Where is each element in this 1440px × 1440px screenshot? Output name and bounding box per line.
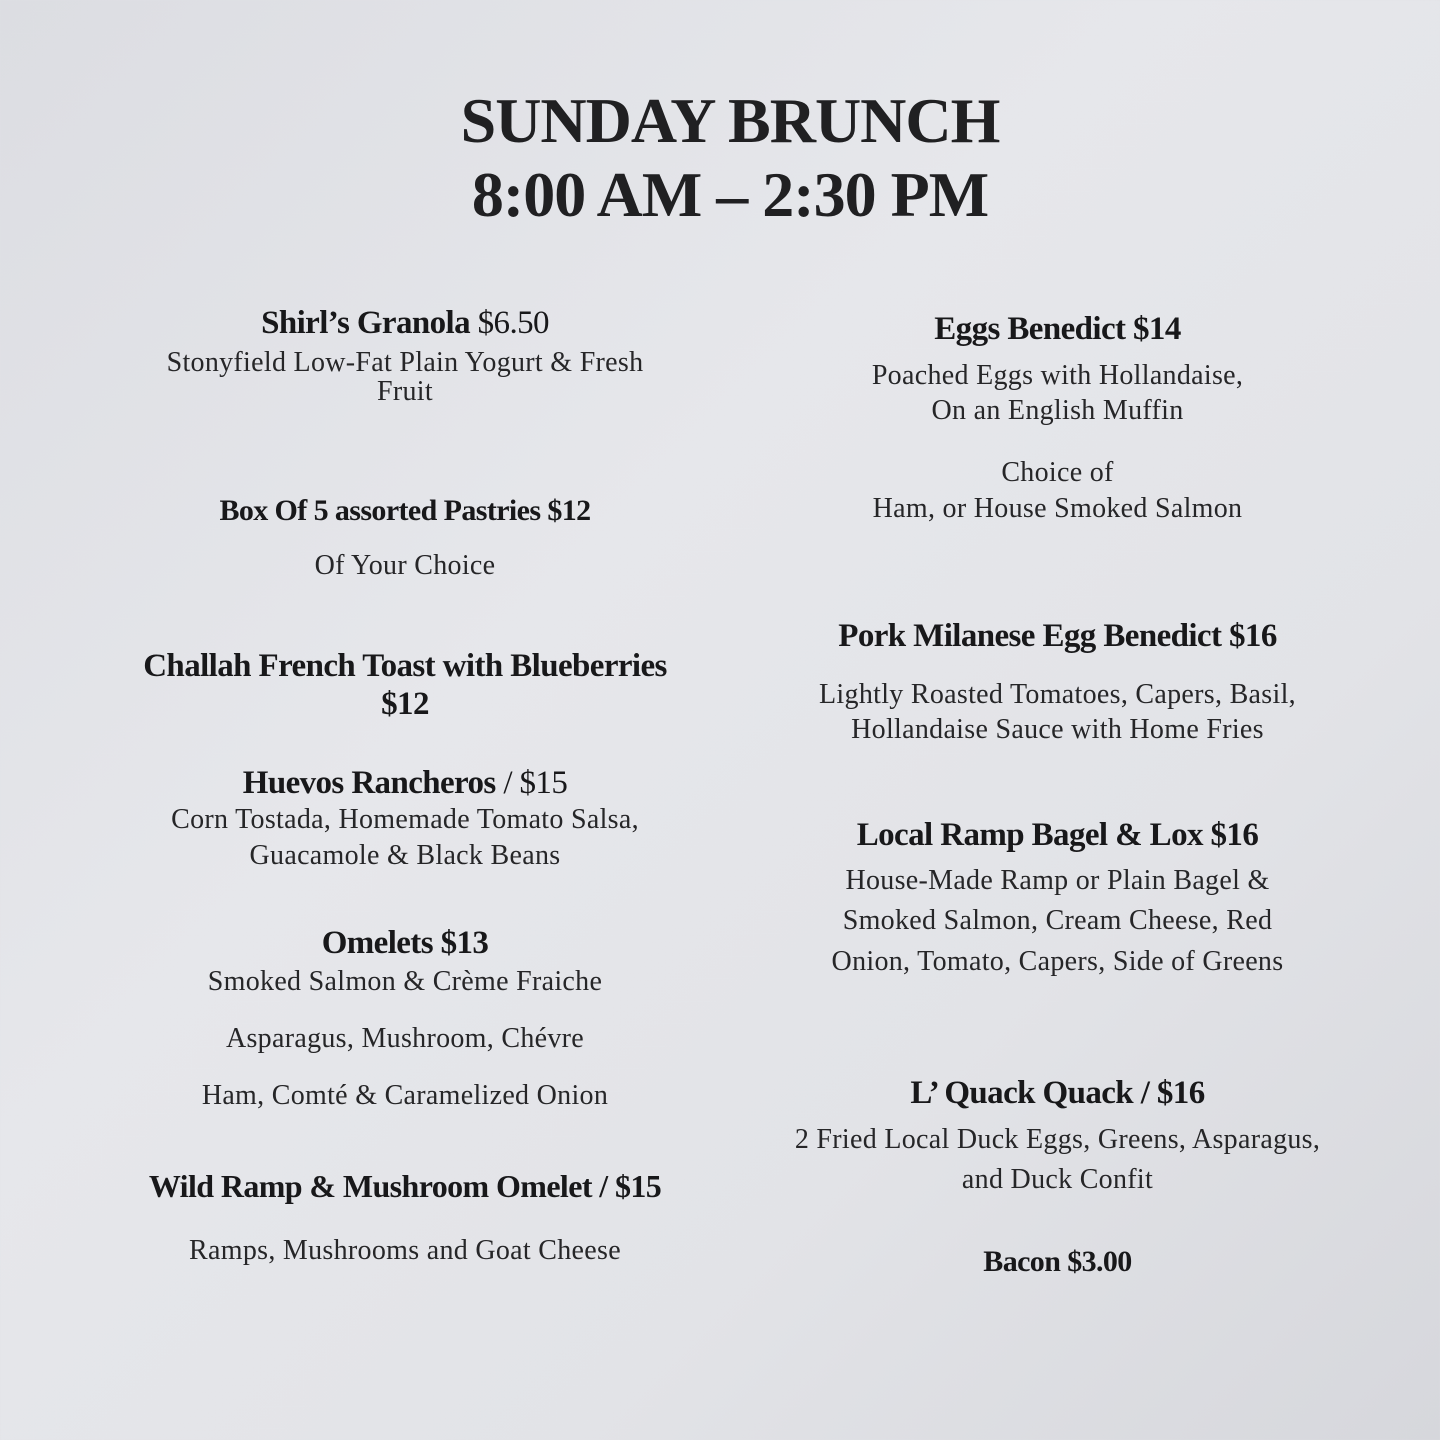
item-name: Omelets $13	[321, 925, 489, 961]
item-name: Eggs Benedict $14	[934, 311, 1181, 347]
item-name: Wild Ramp & Mushroom Omelet / $15	[148, 1168, 662, 1204]
item-description: Poached Eggs with Hollandaise,	[871, 360, 1244, 391]
item-name: Box Of 5 assorted Pastries $12	[219, 494, 591, 527]
item-description: Corn Tostada, Homemade Tomato Salsa,	[171, 804, 639, 835]
item-title: Huevos Rancheros	[242, 765, 496, 801]
item-price: / $15	[503, 765, 568, 801]
item-description: Onion, Tomato, Capers, Side of Greens	[831, 946, 1284, 977]
item-description: Hollandaise Sauce with Home Fries	[851, 714, 1264, 745]
item-description: 2 Fried Local Duck Eggs, Greens, Asparagus,	[794, 1124, 1321, 1155]
omelet-option: Ham, Comté & Caramelized Onion	[201, 1080, 609, 1111]
item-description: On an English Muffin	[931, 395, 1184, 426]
item-name	[80, 305, 730, 342]
omelet-option: Asparagus, Mushroom, Chévre	[225, 1023, 585, 1054]
item-description: Smoked Salmon, Cream Cheese, Red	[842, 905, 1273, 936]
item-name: Local Ramp Bagel & Lox $16	[856, 817, 1259, 853]
item-choice: Choice of	[1001, 457, 1114, 488]
item-description: House-Made Ramp or Plain Bagel &	[845, 865, 1270, 896]
menu-title: SUNDAY BRUNCH	[460, 85, 1000, 156]
item-price: $12	[381, 686, 429, 722]
item-description: Fruit	[377, 376, 433, 407]
item-description: Guacamole & Black Beans	[249, 840, 561, 871]
menu-hours: 8:00 AM – 2:30 PM	[471, 159, 989, 230]
item-name: Bacon $3.00	[983, 1245, 1132, 1278]
item-name	[80, 765, 730, 802]
item-description: Of Your Choice	[314, 550, 496, 581]
item-name: Pork Milanese Egg Benedict $16	[838, 618, 1277, 654]
item-description: Stonyfield Low-Fat Plain Yogurt & Fresh	[166, 347, 644, 378]
item-title: Shirl’s Granola	[261, 305, 470, 341]
item-description: Lightly Roasted Tomatoes, Capers, Basil,	[819, 679, 1296, 710]
item-price: $6.50	[477, 305, 549, 341]
item-choice: Ham, or House Smoked Salmon	[872, 493, 1243, 524]
omelet-option: Smoked Salmon & Crème Fraiche	[207, 966, 603, 997]
item-name: Challah French Toast with Blueberries	[143, 648, 667, 684]
item-description: Ramps, Mushrooms and Goat Cheese	[189, 1235, 621, 1266]
item-name: L’ Quack Quack / $16	[910, 1075, 1205, 1111]
item-description: and Duck Confit	[961, 1164, 1154, 1195]
